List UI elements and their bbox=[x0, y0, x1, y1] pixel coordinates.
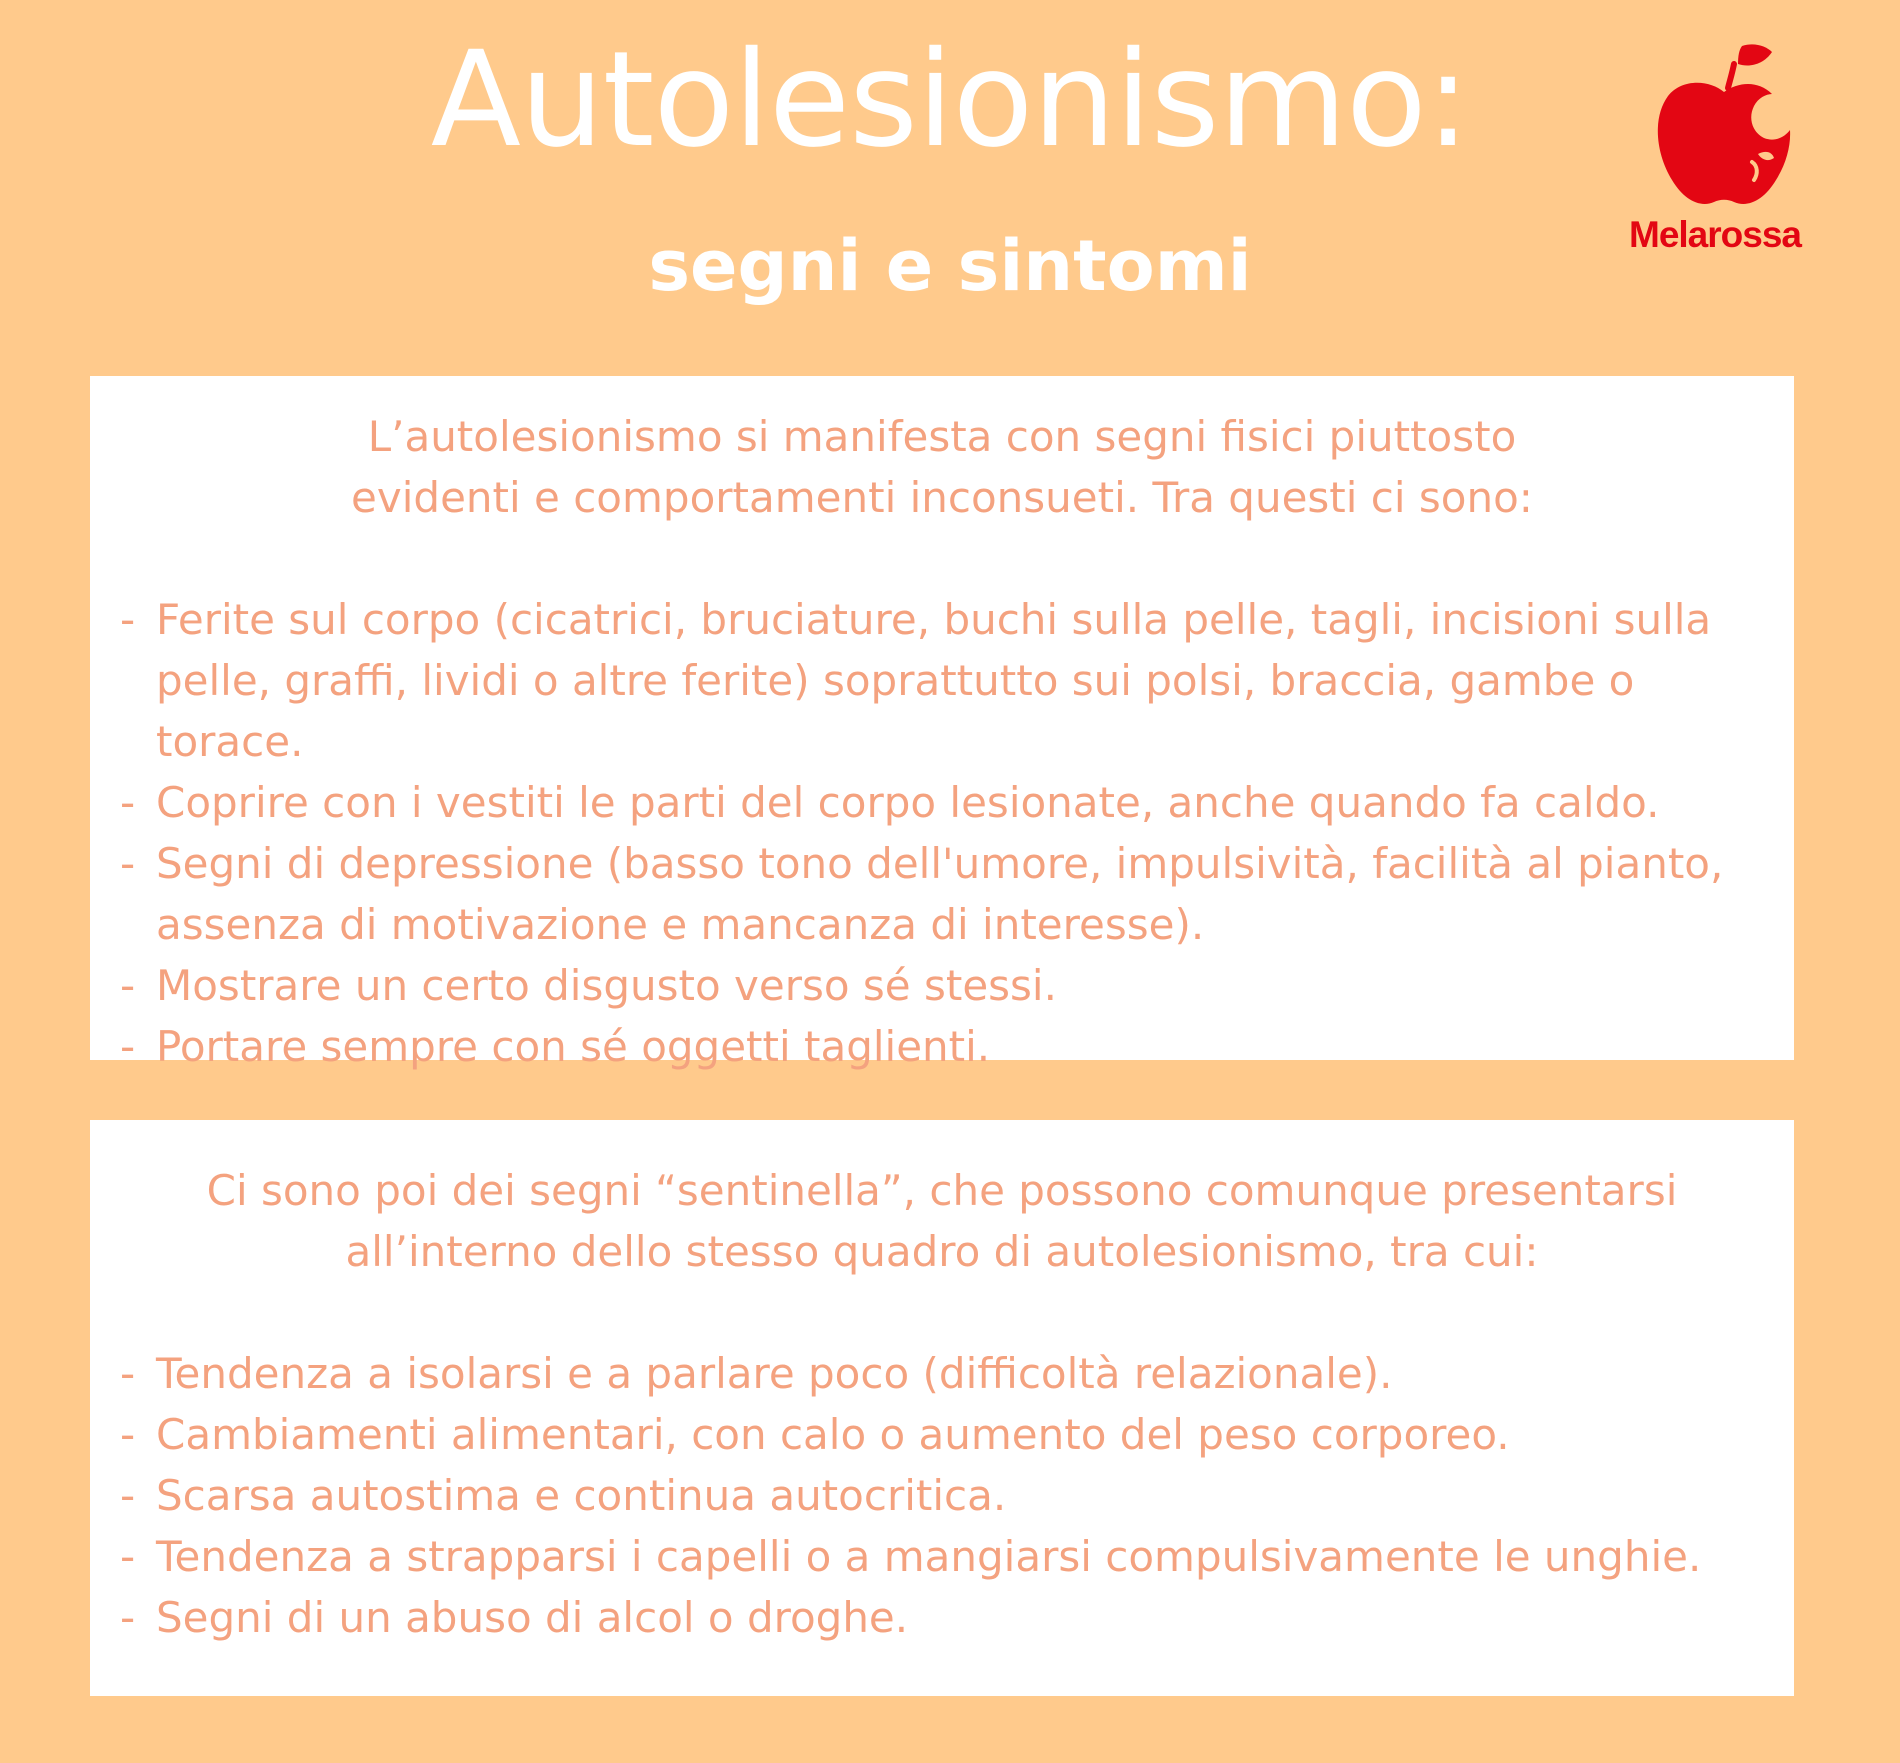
page-subtitle: segni e sintomi bbox=[648, 225, 1252, 307]
list-item: - Segni di depressione (basso tono dell'umore, impulsività, facilità al pianto, assenza di motivazione e mancanza di interesse). bbox=[120, 833, 1764, 955]
list-item: - Tendenza a strapparsi i capelli o a mangiarsi compulsivamente le unghie. bbox=[120, 1526, 1764, 1587]
sentinel-list bbox=[90, 1343, 1794, 1648]
sentinel-intro-line-1: Ci sono poi dei segni “sentinella”, che possono comunque presentarsi bbox=[206, 1166, 1678, 1215]
list-item: - Segni di un abuso di alcol o droghe. bbox=[120, 1587, 1764, 1648]
page-title: Autolesionismo: bbox=[430, 23, 1470, 177]
sentinel-signs-panel bbox=[90, 1120, 1794, 1696]
signs-panel bbox=[90, 376, 1794, 1071]
list-item: - Scarsa autostima e continua autocritica. bbox=[120, 1465, 1764, 1526]
signs-intro-line-1: L’autolesionismo si manifesta con segni fisici piuttosto bbox=[367, 412, 1517, 461]
sentinel-intro bbox=[90, 1120, 1794, 1282]
list-item: - Cambiamenti alimentari, con calo o aumento del peso corporeo. bbox=[120, 1404, 1764, 1465]
signs-list bbox=[90, 589, 1794, 1077]
brand-name: Melarossa bbox=[1629, 214, 1801, 255]
signs-intro-line-2: evidenti e comportamenti inconsueti. Tra questi ci sono: bbox=[351, 473, 1533, 522]
list-item: - Ferite sul corpo (cicatrici, bruciature, buchi sulla pelle, tagli, incisioni sulla pelle, graffi, lividi o altre ferite) soprattutto sui polsi, braccia, gambe o torace. bbox=[120, 589, 1764, 772]
list-item: - Mostrare un certo disgusto verso sé stessi. bbox=[120, 955, 1764, 1016]
list-item: - Coprire con i vestiti le parti del corpo lesionate, anche quando fa caldo. bbox=[120, 772, 1764, 833]
brand-logo bbox=[1610, 42, 1820, 272]
sentinel-intro-line-2: all’interno dello stesso quadro di autolesionismo, tra cui: bbox=[345, 1227, 1539, 1276]
list-item: - Tendenza a isolarsi e a parlare poco (difficoltà relazionale). bbox=[120, 1343, 1764, 1404]
apple-icon bbox=[1654, 42, 1794, 210]
signs-intro bbox=[90, 376, 1794, 528]
list-item: - Portare sempre con sé oggetti taglienti. bbox=[120, 1016, 1764, 1077]
